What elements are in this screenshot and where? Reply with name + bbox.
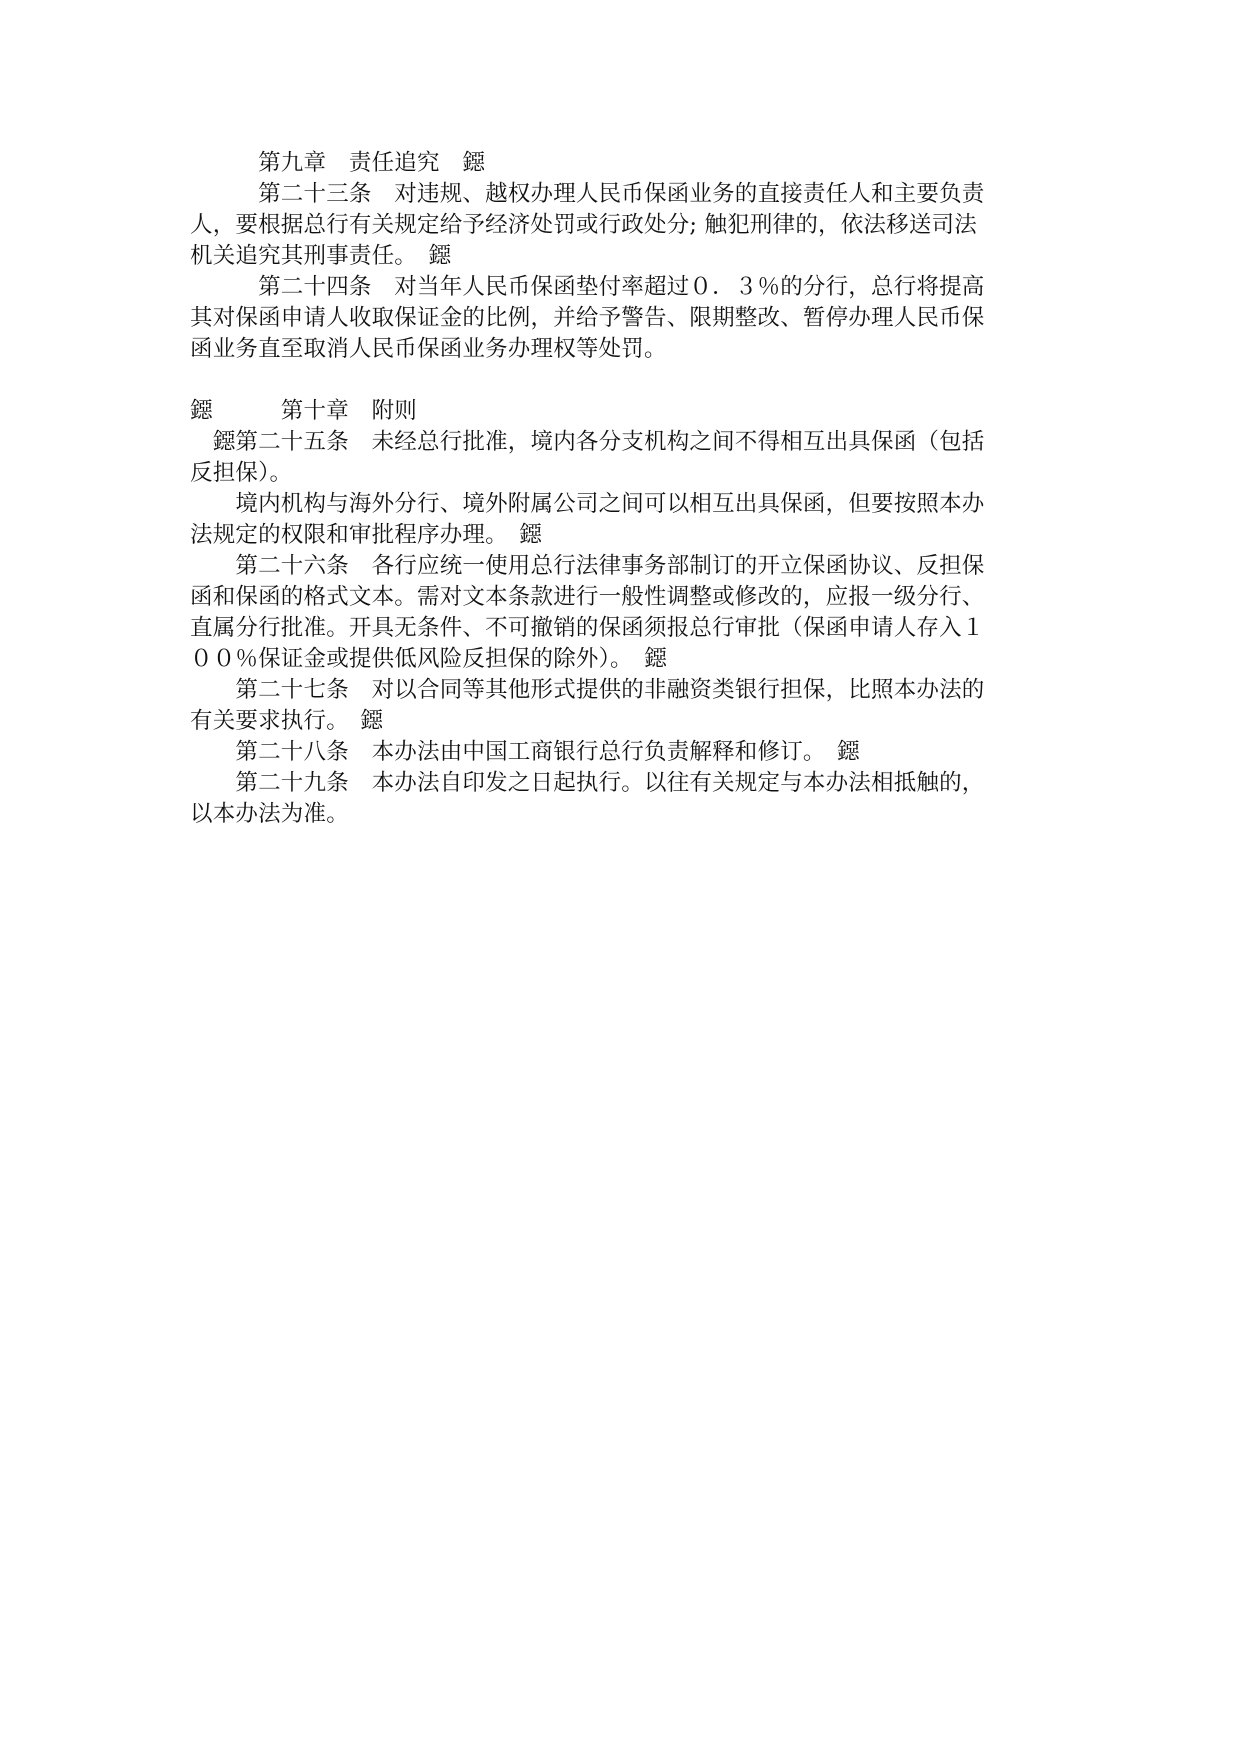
article-line: 第二十七条 对以合同等其他形式提供的非融资类银行担保，比照本办法的 xyxy=(190,677,985,703)
article-24 xyxy=(190,272,1055,365)
article-23 xyxy=(190,179,1055,272)
article-line: 机关追究其刑事责任。 鐚 xyxy=(190,243,452,269)
article-27 xyxy=(190,675,1055,737)
article-line: 法规定的权限和审批程序办理。 鐚 xyxy=(190,522,542,548)
article-line: 有关要求执行。 鐚 xyxy=(190,708,384,734)
article-line: 直属分行批准。开具无条件、不可撤销的保函须报总行审批（保函申请人存入１ xyxy=(190,615,985,641)
chapter-10-heading: 鐚 第十章 附则 xyxy=(190,398,418,424)
chapter-9-heading: 第九章 责任追究 鐚 xyxy=(190,150,486,176)
article-line: 函业务直至取消人民币保函业务办理权等处罚。 xyxy=(190,336,667,362)
article-line: 反担保）。 xyxy=(190,460,293,486)
article-line: 以本办法为准。 xyxy=(190,801,349,827)
article-28 xyxy=(190,737,1055,768)
article-line: 第二十四条 对当年人民币保函垫付率超过０．３％的分行，总行将提高 xyxy=(190,274,985,300)
article-25 xyxy=(190,427,1055,489)
article-line: ００％保证金或提供低风险反担保的除外）。 鐚 xyxy=(190,646,667,672)
blank-line xyxy=(190,365,1055,396)
article-line: 境内机构与海外分行、境外附属公司之间可以相互出具保函，但要按照本办 xyxy=(190,491,985,517)
article-line: 第二十八条 本办法由中国工商银行总行负责解释和修订。 鐚 xyxy=(190,739,860,765)
article-25-continuation xyxy=(190,489,1055,551)
article-line: 函和保函的格式文本。需对文本条款进行一般性调整或修改的，应报一级分行、 xyxy=(190,584,985,610)
document-page xyxy=(190,148,1055,830)
article-line: 人，要根据总行有关规定给予经济处罚或行政处分; 触犯刑律的，依法移送司法 xyxy=(190,212,977,238)
article-line: 其对保函申请人收取保证金的比例，并给予警告、限期整改、暂停办理人民币保 xyxy=(190,305,985,331)
article-line: 鐚第二十五条 未经总行批准，境内各分支机构之间不得相互出具保函（包括 xyxy=(190,429,985,455)
article-line: 第二十三条 对违规、越权办理人民币保函业务的直接责任人和主要负责 xyxy=(190,181,985,207)
article-line: 第二十六条 各行应统一使用总行法律事务部制订的开立保函协议、反担保 xyxy=(190,553,985,579)
article-29 xyxy=(190,768,1055,830)
article-26 xyxy=(190,551,1055,675)
article-line: 第二十九条 本办法自印发之日起执行。以往有关规定与本办法相抵触的， xyxy=(190,770,985,796)
